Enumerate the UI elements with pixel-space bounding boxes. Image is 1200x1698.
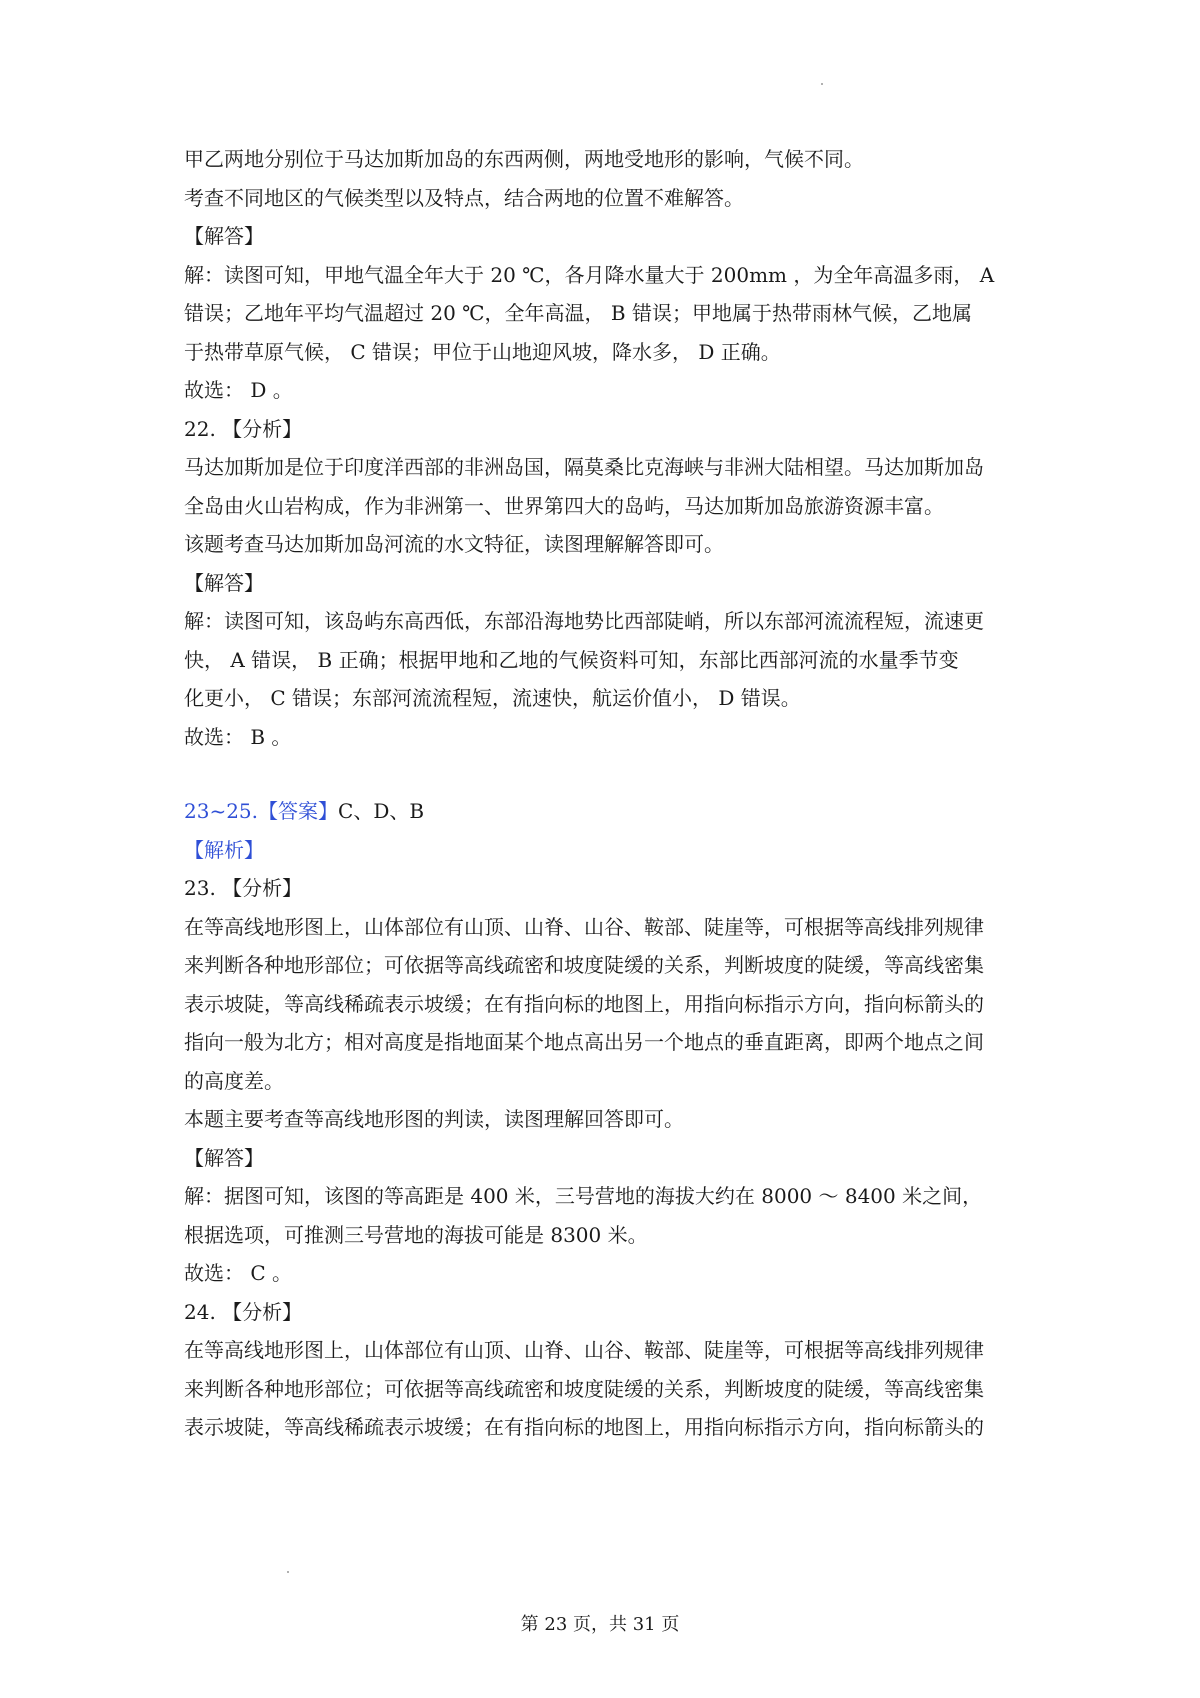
analysis-line: 考查不同地区的气候类型以及特点，结合两地的位置不难解答。 [184, 185, 744, 210]
analysis-line: 表示坡陡，等高线稀疏表示坡缓；在有指向标的地图上，用指向标指示方向，指向标箭头的 [184, 991, 984, 1016]
answer-line: 化更小， C 错误；东部河流流程短，流速快，航运价值小， D 错误。 [184, 686, 801, 710]
analysis-line: 在等高线地形图上，山体部位有山顶、山脊、山谷、鞍部、陡崖等，可根据等高线排列规律 [184, 1338, 984, 1362]
answer-line: 根据选项，可推测三号营地的海拔可能是 8300 米。 [184, 1222, 648, 1247]
analysis-line: 表示坡陡，等高线稀疏表示坡缓；在有指向标的地图上，用指向标指示方向，指向标箭头的 [184, 1415, 984, 1439]
answer-line: 解：读图可知，该岛屿东高西低，东部沿海地势比西部陡峭，所以东部河流流程短，流速更 [184, 609, 984, 633]
answer-line: 错误；乙地年平均气温超过 20 ℃，全年高温， B 错误；甲地属于热带雨林气候，乙地属 [184, 301, 972, 325]
scan-speck-top [821, 83, 823, 85]
question-heading: 24. 【分析】 [184, 1299, 303, 1324]
analysis-line: 甲乙两地分别位于马达加斯加岛的东西两侧，两地受地形的影响，气候不同。 [184, 147, 864, 171]
answer-heading: 【解答】 [184, 224, 264, 248]
analysis-line: 本题主要考查等高线地形图的判读，读图理解回答即可。 [184, 1107, 684, 1131]
page-content [184, 140, 1024, 1447]
scan-speck-bottom [287, 1571, 289, 1573]
analysis-line: 在等高线地形图上，山体部位有山顶、山脊、山谷、鞍部、陡崖等，可根据等高线排列规律 [184, 914, 984, 939]
choice-line: 故选： C 。 [184, 1261, 293, 1285]
question-heading: 23. 【分析】 [184, 876, 303, 900]
answer-line: 快， A 错误， B 正确；根据甲地和乙地的气候资料可知，东部比西部河流的水量季节变 [184, 647, 959, 672]
analysis-line: 的高度差。 [184, 1068, 284, 1093]
analysis-line: 全岛由火山岩构成，作为非洲第一、世界第四大的岛屿，马达加斯加岛旅游资源丰富。 [184, 493, 944, 518]
answer-line: 解：据图可知，该图的等高距是 400 米，三号营地的海拔大约在 8000 ～ 8400 米之间， [184, 1184, 983, 1208]
section-gap [184, 756, 1024, 792]
analysis-line: 指向一般为北方；相对高度是指地面某个地点高出另一个地点的垂直距离，即两个地点之间 [184, 1030, 984, 1054]
page-footer: 第 23 页，共 31 页 [520, 1614, 680, 1635]
analysis-line: 来判断各种地形部位；可依据等高线疏密和坡度陡缓的关系，判断坡度的陡缓，等高线密集 [184, 953, 984, 977]
explain-heading: 【解析】 [184, 837, 264, 862]
answer-heading: 【解答】 [184, 1145, 264, 1170]
group-answer-values: C、D、B [338, 799, 425, 823]
question-heading: 22. 【分析】 [184, 416, 303, 441]
group-answer-line [184, 792, 1024, 831]
answer-line: 于热带草原气候， C 错误；甲位于山地迎风坡，降水多， D 正确。 [184, 339, 781, 364]
answer-line: 解：读图可知，甲地气温全年大于 20 ℃，各月降水量大于 200mm ，为全年高温多雨， A [184, 262, 995, 287]
answer-heading: 【解答】 [184, 570, 264, 595]
choice-line: 故选： D 。 [184, 378, 293, 402]
choice-line: 故选： B 。 [184, 724, 292, 749]
analysis-line: 该题考查马达加斯加岛河流的水文特征，读图理解解答即可。 [184, 532, 724, 556]
analysis-line: 来判断各种地形部位；可依据等高线疏密和坡度陡缓的关系，判断坡度的陡缓，等高线密集 [184, 1376, 984, 1401]
group-answer-label: 23~25.【答案】 [184, 799, 339, 823]
analysis-line: 马达加斯加是位于印度洋西部的非洲岛国，隔莫桑比克海峡与非洲大陆相望。马达加斯加岛 [184, 455, 984, 479]
